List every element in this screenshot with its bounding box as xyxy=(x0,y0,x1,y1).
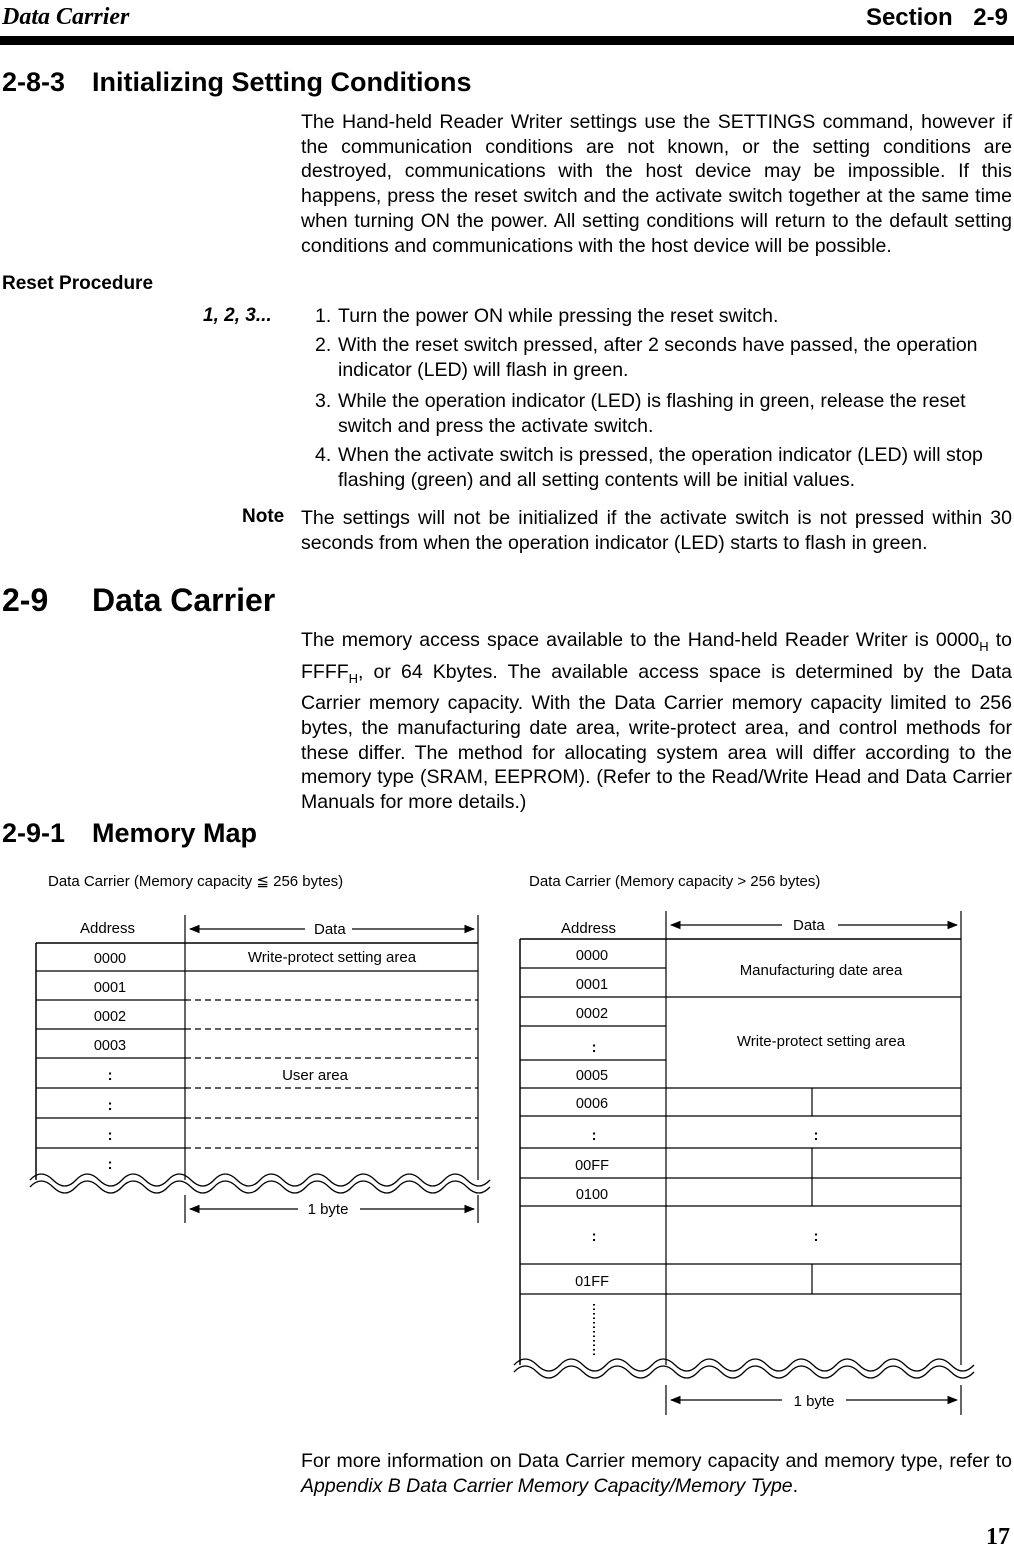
running-header-title: Data Carrier xyxy=(2,4,130,30)
section-title: Memory Map xyxy=(92,818,258,848)
manufacturing-date-area: Manufacturing date area xyxy=(739,962,903,979)
memory-map-left xyxy=(30,873,490,1223)
step-text: With the reset switch pressed, after 2 seconds have passed, the operation indicator (LED) will flash in green. xyxy=(338,334,978,381)
step-number: 3. xyxy=(315,390,332,412)
section-title: Data Carrier xyxy=(92,582,276,618)
right-caption: Data Carrier (Memory capacity > 256 bytes) xyxy=(529,873,821,890)
left-address: : xyxy=(107,1157,113,1173)
section-title: Initializing Setting Conditions xyxy=(92,67,472,97)
right-address: 00FF xyxy=(575,1158,609,1174)
intro-paragraph: The Hand-held Reader Writer settings use the SETTINGS command, however if the communication conditions are not known, or the setting conditions are destroyed, communications with the host device may be impossible. If this happens, press the reset switch and the activate switch together at the same time when turning ON the power. All setting conditions will return to the default setting conditions and communications with the host device will be possible. xyxy=(301,111,1012,257)
section-number: 2-8-3 xyxy=(2,67,66,97)
right-address: : xyxy=(591,1229,597,1245)
right-address: : xyxy=(591,1040,597,1056)
right-address: 01FF xyxy=(575,1274,609,1290)
left-user-area: User area xyxy=(282,1067,348,1084)
right-byte-label: 1 byte xyxy=(793,1393,835,1410)
right-address: 0002 xyxy=(575,1006,609,1022)
right-address: 0000 xyxy=(575,948,609,964)
step-text: Turn the power ON while pressing the reset switch. xyxy=(338,305,779,327)
step-text: While the operation indicator (LED) is flashing in green, release the reset switch and press the activate switch. xyxy=(338,390,966,437)
steps-label: 1, 2, 3... xyxy=(203,305,272,326)
right-address: 0005 xyxy=(575,1068,609,1084)
section-number: 2-9-1 xyxy=(2,818,66,848)
left-address: : xyxy=(107,1128,113,1144)
text-run: to FFFF xyxy=(301,629,1013,683)
left-caption: Data Carrier (Memory capacity ≦ 256 bytes) xyxy=(48,873,344,890)
memory-map-right xyxy=(514,873,974,1415)
reset-procedure-heading: Reset Procedure xyxy=(2,273,154,294)
left-address: 0002 xyxy=(93,1009,127,1025)
right-address: 0100 xyxy=(575,1187,609,1203)
left-address: 0000 xyxy=(93,951,127,967)
right-address: 0001 xyxy=(575,977,609,993)
text-run: . xyxy=(792,1474,799,1497)
note-text: The settings will not be initialized if the activate switch is not pressed within 30 seconds from when the operation indicator (LED) starts to flash in green. xyxy=(301,507,1012,554)
note-label: Note xyxy=(242,506,285,527)
appendix-reference: Appendix B Data Carrier Memory Capacity/Memory Type xyxy=(301,1474,793,1497)
right-write-protect-area: Write-protect setting area xyxy=(736,1033,906,1050)
right-address-label: Address xyxy=(561,920,617,937)
text-run: The memory access space available to the Hand-held Reader Writer is 0000 xyxy=(301,629,980,651)
left-address: 0001 xyxy=(93,980,127,996)
left-byte-label: 1 byte xyxy=(307,1201,349,1218)
text-run: , or 64 Kbytes. The available access space is determined by the Data Carrier memory capacity. With the Data Carrier memory capacity limited to 256 bytes, the manufacturing date area, write-protect area, and control methods for these differ. The method for allocating system area will differ according to the memory type (SRAM, EEPROM). (Refer to the Read/Write Head and Data Carrier Manuals for more details.) xyxy=(301,660,1012,813)
right-address: 0006 xyxy=(575,1096,609,1112)
left-write-protect-area: Write-protect setting area xyxy=(247,949,417,966)
left-address-label: Address xyxy=(80,920,136,937)
section-number: 2-9 xyxy=(2,582,49,618)
left-address: : xyxy=(107,1098,113,1114)
right-data-label: Data xyxy=(793,917,825,934)
data-continuation: : xyxy=(813,1228,819,1245)
closing-paragraph xyxy=(301,1449,1012,1498)
data-continuation: : xyxy=(813,1127,819,1144)
subscript: H xyxy=(979,638,989,654)
step-number: 4. xyxy=(315,444,332,466)
left-address: : xyxy=(107,1068,113,1084)
text-run: For more information on Data Carrier memory capacity and memory type, refer to xyxy=(301,1450,1012,1472)
left-data-label: Data xyxy=(314,921,346,938)
step-number: 2. xyxy=(315,334,332,356)
subscript: H xyxy=(348,670,359,686)
page-number: 17 xyxy=(986,1524,1010,1550)
step-text: When the activate switch is pressed, the operation indicator (LED) will stop flashing (green) and all setting contents will be initial values. xyxy=(338,444,983,491)
right-address: : xyxy=(591,1128,597,1144)
step-number: 1. xyxy=(315,305,332,327)
running-header-section: Section 2-9 xyxy=(865,4,1008,31)
left-address: 0003 xyxy=(93,1038,127,1054)
